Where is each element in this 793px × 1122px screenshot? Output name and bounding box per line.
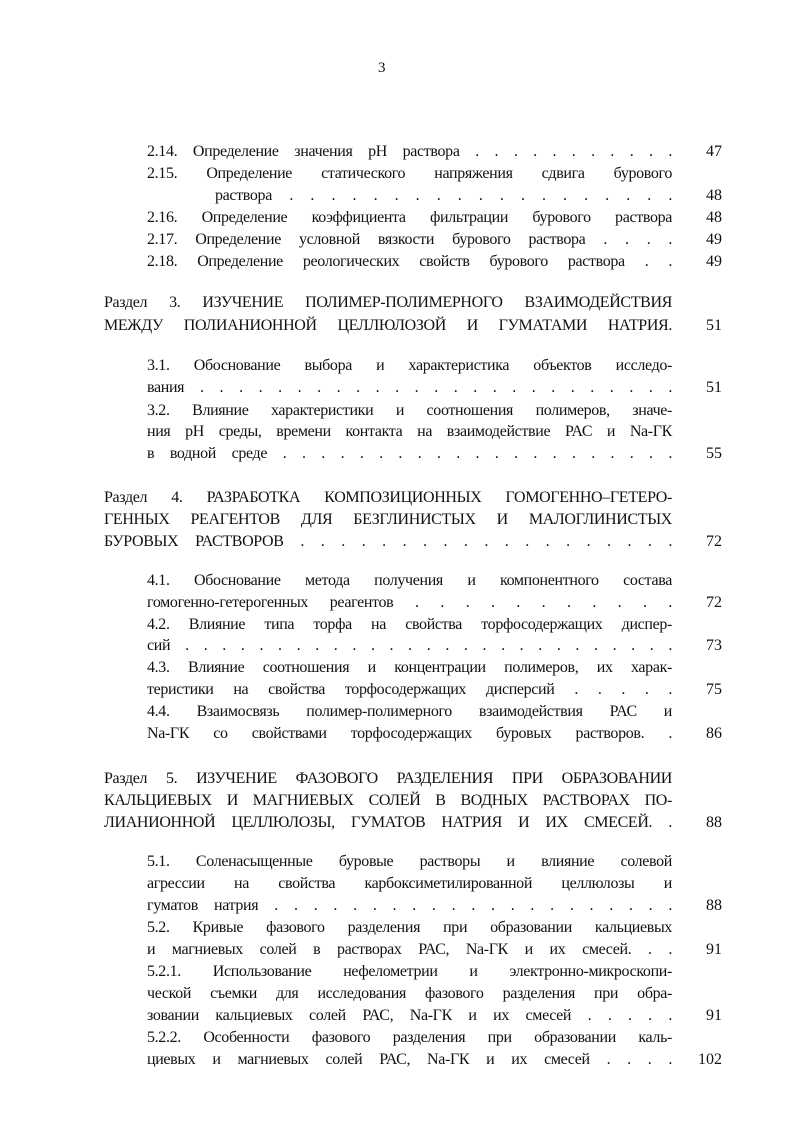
entry-title-line: гуматов натрия . . . . . . . . . . . . . . . . . . . . . [147,897,672,914]
section-title-line: ЛИАНИОННОЙ ЦЕЛЛЮЛОЗЫ, ГУМАТОВ НАТРИЯ И ИХ СМЕСЕЙ. . [104,814,672,831]
entry-title-line: 4.4. Взаимосвязь полимер-полимерного взаимодействия РАС и [147,703,672,720]
entry-title-line: 3.1. Обоснование выбора и характеристика объектов исследо- [147,357,672,374]
page-ref: 49 [706,253,722,270]
entry-title-line: 5.2.1. Использование нефелометрии и электронно-микроскопи- [147,963,672,980]
section-title-line: Раздел 4. РАЗРАБОТКА КОМПОЗИЦИОННЫХ ГОМОГЕННО–ГЕТЕРО- [104,489,672,506]
entry-title-line: 2.17. Определение условной вязкости бурового раствора . . . . [147,231,672,248]
entry-title-line: 5.1. Соленасыщенные буровые растворы и влияние солевой [147,853,672,870]
page-ref: 47 [706,143,722,160]
entry-title-line: 2.15. Определение статического напряжения сдвига бурового [147,165,672,182]
entry-title-line: и магниевых солей в растворах РАС, Na-ГК и их смесей. . . [147,941,672,958]
section-title-line: Раздел 5. ИЗУЧЕНИЕ ФАЗОВОГО РАЗДЕЛЕНИЯ ПРИ ОБРАЗОВАНИИ [104,770,672,787]
entry-title-line: теристики на свойства торфосодержащих дисперсий . . . . . [147,681,672,698]
section-title-line: Раздел 3. ИЗУЧЕНИЕ ПОЛИМЕР-ПОЛИМЕРНОГО ВЗАИМОДЕЙСТВИЯ [104,294,672,311]
page-ref: 102 [698,1051,722,1068]
entry-title-line: раствора . . . . . . . . . . . . . . . . . . . [215,187,672,204]
entry-title-line: 5.2. Кривые фазового разделения при образовании кальциевых [147,919,672,936]
entry-title-line: 4.1. Обоснование метода получения и компонентного состава [147,572,672,589]
section-title-line: МЕЖДУ ПОЛИАНИОННОЙ ЦЕЛЛЮЛОЗОЙ И ГУМАТАМИ НАТРИЯ. [104,317,672,334]
entry-title-line: циевых и магниевых солей РАС, Na-ГК и их смесей . . . . [147,1051,672,1068]
page-ref: 88 [706,897,722,914]
page-ref: 88 [706,814,722,831]
page-ref: 48 [706,187,722,204]
entry-title-line: зовании кальциевых солей РАС, Na-ГК и их смесей . . . . . [147,1007,672,1024]
entry-title-line: 4.2. Влияние типа торфа на свойства торфосодержащих диспер- [147,616,672,633]
page-ref: 72 [706,533,722,550]
entry-title-line: 2.14. Определение значения pH раствора . . . . . . . . . . . [147,143,672,160]
page-ref: 48 [706,209,722,226]
page-ref: 51 [706,317,722,334]
section-title-line: ГЕННЫХ РЕАГЕНТОВ ДЛЯ БЕЗГЛИНИСТЫХ И МАЛОГЛИНИСТЫХ [104,511,672,528]
page-ref: 75 [706,681,722,698]
page-ref: 49 [706,231,722,248]
entry-title-line: ческой съемки для исследования фазового разделения при обра- [147,985,672,1002]
entry-title-line: агрессии на свойства карбоксиметилированной целлюлозы и [147,875,672,892]
page-ref: 73 [706,637,722,654]
page-ref: 91 [706,1007,722,1024]
entry-title-line: в водной среде . . . . . . . . . . . . . . . . . . . . . [147,445,672,462]
entry-title-line: ния pH среды, времени контакта на взаимодействие РАС и Na-ГК [147,423,672,440]
entry-title-line: гомогенно-гетерогенных реагентов . . . . . . . . . . . [147,594,672,611]
entry-title-line: 4.3. Влияние соотношения и концентрации полимеров, их харак- [147,659,672,676]
entry-title-line: 3.2. Влияние характеристики и соотношения полимеров, значе- [147,402,672,419]
entry-title-line: 2.16. Определение коэффициента фильтрации бурового раствора [147,209,672,226]
entry-title-line: вания . . . . . . . . . . . . . . . . . . . . . . . . . [147,379,672,396]
section-title-line: КАЛЬЦИЕВЫХ И МАГНИЕВЫХ СОЛЕЙ В ВОДНЫХ РАСТВОРАХ ПО- [104,792,672,809]
entry-title-line: 5.2.2. Особенности фазового разделения при образовании каль- [147,1029,672,1046]
entry-title-line: сий . . . . . . . . . . . . . . . . . . . . . . . . . . . [147,637,672,654]
page-ref: 91 [706,941,722,958]
page-ref: 86 [706,725,722,742]
page-ref: 55 [706,445,722,462]
page-ref: 51 [706,379,722,396]
section-title-line: БУРОВЫХ РАСТВОРОВ . . . . . . . . . . . . . . . . . . . [104,533,672,550]
page-number: 3 [378,60,386,76]
page-ref: 72 [706,594,722,611]
entry-title-line: Na-ГК со свойствами торфосодержащих буровых растворов. . [147,725,672,742]
entry-title-line: 2.18. Определение реологических свойств бурового раствора . . [147,253,672,270]
